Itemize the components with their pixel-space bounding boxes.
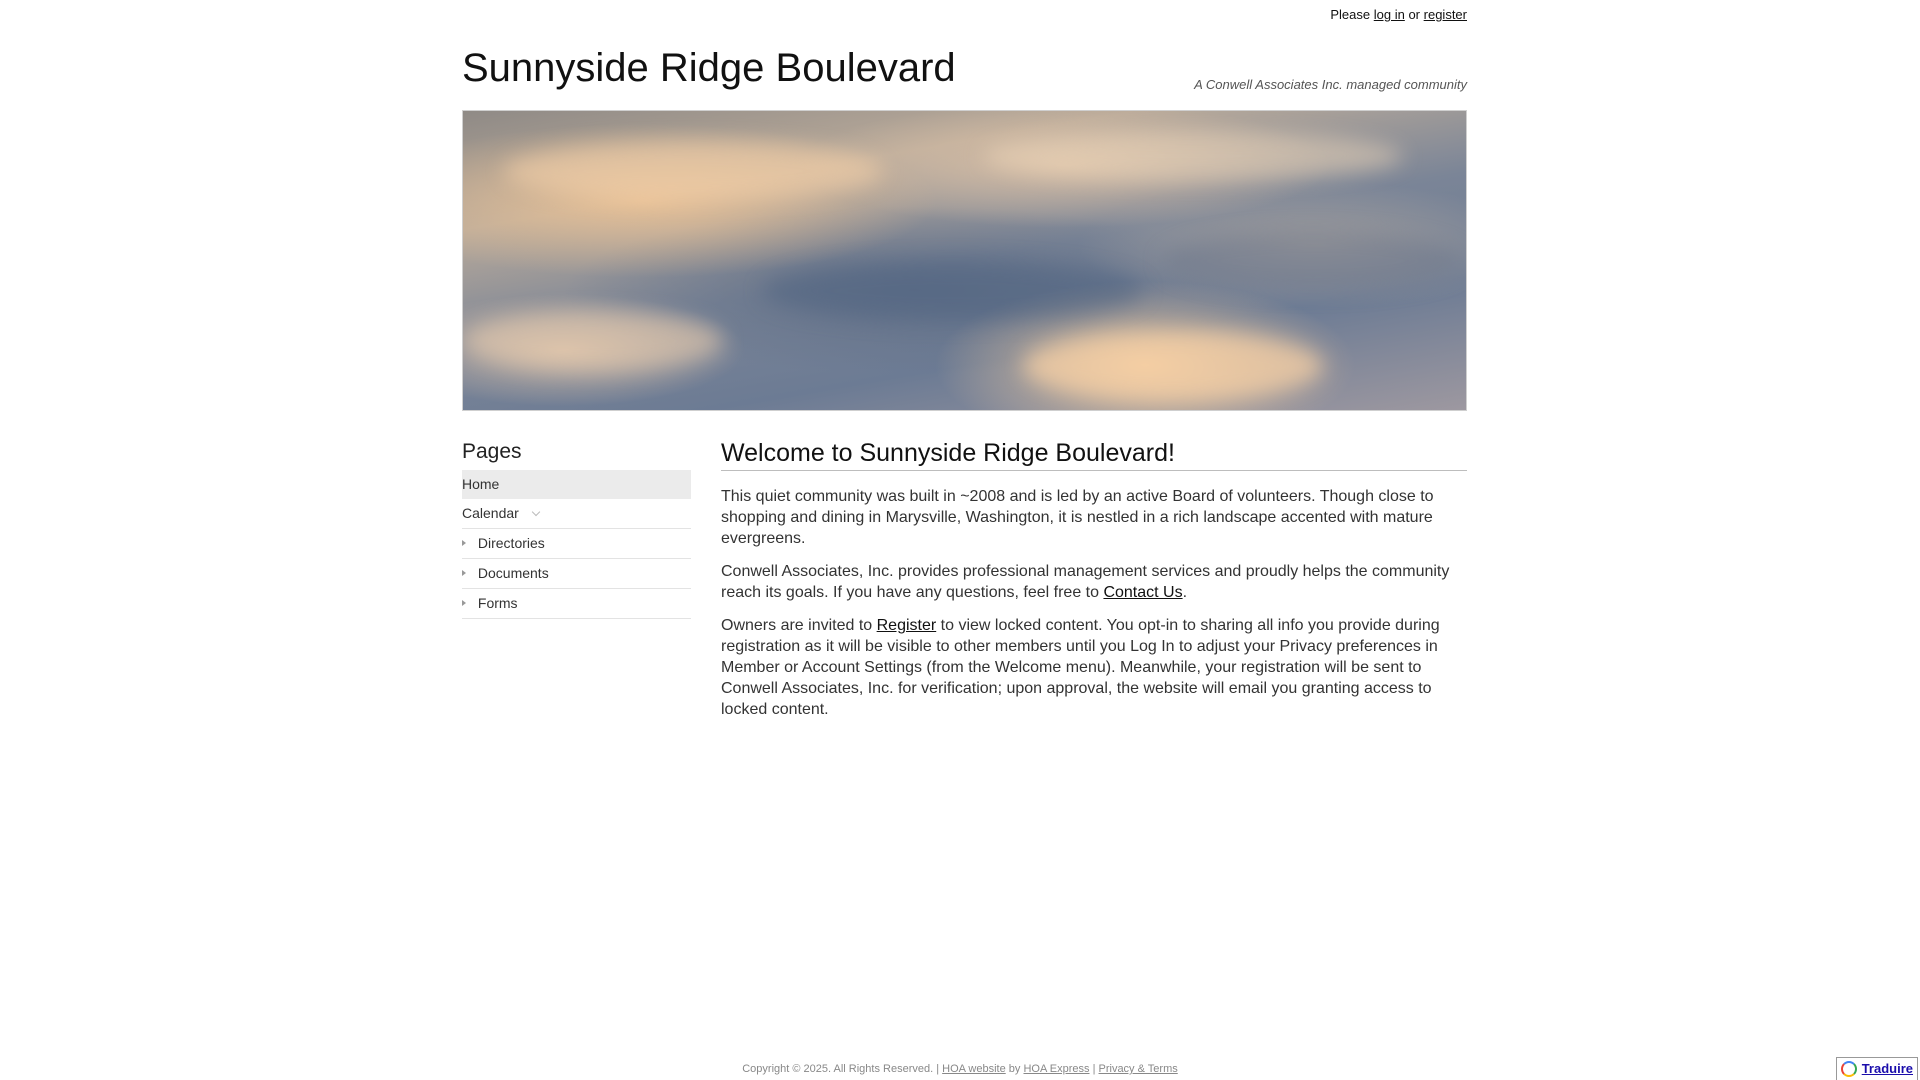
login-or-text: or bbox=[1408, 7, 1421, 22]
intro-paragraph: This quiet community was built in ~2008 and is led by an active Board of volunteers. Though close to shopping and dining in Marysville, Washington, it is nestled in a rich landscape accented with mature evergreens. bbox=[721, 488, 1434, 547]
sidebar-heading: Pages bbox=[462, 440, 522, 463]
sidebar-item-label: Home bbox=[462, 476, 500, 492]
sidebar-item-label: Calendar bbox=[462, 505, 519, 521]
arrow-right-icon bbox=[462, 540, 466, 546]
footer-by-text: by bbox=[1008, 1063, 1021, 1075]
translate-link[interactable]: Traduire bbox=[1861, 1061, 1913, 1076]
site-footer bbox=[0, 1063, 1920, 1075]
registration-paragraph bbox=[721, 615, 1467, 720]
site-title[interactable]: Sunnyside Ridge Boulevard bbox=[462, 46, 956, 90]
management-text-end: . bbox=[1182, 584, 1188, 601]
chevron-down-icon[interactable] bbox=[531, 508, 539, 516]
page-container bbox=[462, 0, 1467, 718]
footer-separator: | bbox=[1092, 1063, 1096, 1075]
sidebar-item-label: Directories bbox=[477, 535, 545, 551]
register-content-link[interactable]: Register bbox=[876, 617, 937, 634]
copyright-text: Copyright © 2025. All Rights Reserved. | bbox=[742, 1063, 940, 1075]
login-prompt-text: Please bbox=[1330, 7, 1371, 22]
sidebar-item-documents[interactable] bbox=[462, 559, 691, 589]
sidebar-item-directories[interactable] bbox=[462, 529, 691, 559]
account-bar bbox=[462, 0, 1467, 30]
site-tagline: A Conwell Associates Inc. managed community bbox=[1194, 77, 1467, 92]
sidebar-item-label: Forms bbox=[477, 595, 518, 611]
google-g-icon bbox=[1841, 1061, 1857, 1077]
hoa-website-link[interactable]: HOA website bbox=[942, 1063, 1006, 1075]
login-link[interactable]: log in bbox=[1373, 7, 1405, 22]
contact-us-link[interactable]: Contact Us bbox=[1103, 584, 1183, 601]
sidebar-item-home[interactable] bbox=[462, 470, 691, 499]
registration-text: to view locked content. You opt-in to sharing all info you provide during registration as it will be visible to other members until you Log In to adjust your Privacy preferences in Member or Account Settings (from the Welcome menu). Meanwhile, your registration will be sent to Conwell Associates, Inc. for verification; upon approval, the website will email you granting access to locked content. bbox=[721, 617, 1440, 718]
arrow-right-icon bbox=[462, 570, 466, 576]
page-title: Welcome to Sunnyside Ridge Boulevard! bbox=[721, 436, 1467, 471]
site-header bbox=[462, 30, 1467, 110]
registration-text-start: Owners are invited to bbox=[721, 617, 877, 634]
sidebar bbox=[462, 436, 691, 619]
sidebar-item-calendar[interactable] bbox=[462, 499, 691, 529]
hoa-express-link[interactable]: HOA Express bbox=[1023, 1063, 1090, 1075]
privacy-terms-link[interactable]: Privacy & Terms bbox=[1098, 1063, 1178, 1075]
sidebar-item-label: Documents bbox=[477, 565, 549, 581]
management-text: Conwell Associates, Inc. provides professional management services and proudly helps the community reach its goals. If you have any questions, feel free to bbox=[721, 563, 1450, 601]
management-paragraph bbox=[721, 561, 1467, 603]
translate-widget[interactable] bbox=[1836, 1057, 1918, 1080]
header-banner-image bbox=[462, 110, 1467, 411]
sidebar-item-forms[interactable] bbox=[462, 589, 691, 619]
register-link[interactable]: register bbox=[1423, 7, 1467, 22]
arrow-right-icon bbox=[462, 600, 466, 606]
page-content bbox=[721, 436, 1467, 720]
